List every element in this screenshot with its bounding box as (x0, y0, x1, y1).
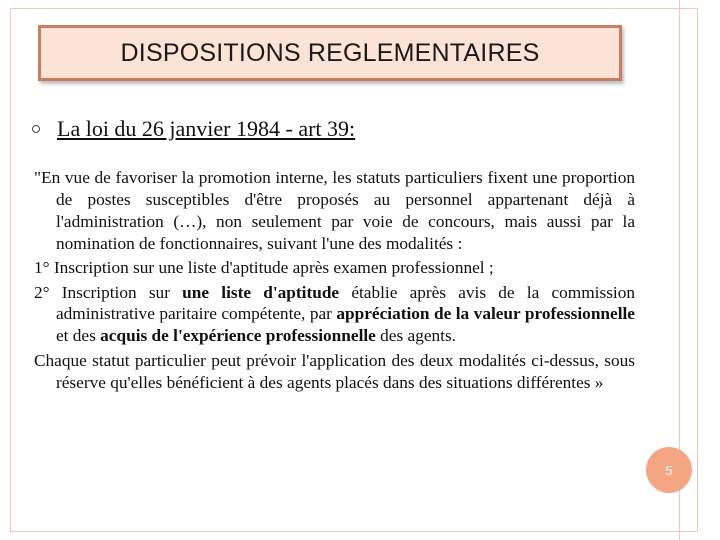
heading-row (32, 116, 355, 142)
page-number-badge (646, 447, 692, 493)
emphasized-text: appréciation de la valeur professionnelle (336, 304, 635, 324)
paragraph-text: 1° Inscription sur une liste d'aptitude après examen professionnel ; (34, 258, 494, 278)
law-paragraph (34, 350, 635, 394)
paragraph-text: des agents. (375, 326, 456, 346)
paragraph-text: et des (56, 326, 101, 346)
law-text-body (34, 167, 635, 396)
paragraph-text: établie après avis de la commission administrative paritaire compétente, par (56, 282, 636, 324)
page-number: 5 (665, 462, 673, 478)
law-paragraph (34, 282, 635, 348)
paragraph-text: "En vue de favoriser la promotion interne, les statuts particuliers fixent une proportion de postes susceptibles d'être proposés au personnel appartenant déjà à l'administration (…), non seulement par voie de concours, mais aussi par la nomination de fonctionnaires, suivant l'une des modalités : (34, 168, 635, 253)
paragraph-text: 2° Inscription sur (34, 282, 183, 302)
slide-title: DISPOSITIONS REGLEMENTAIRES (120, 38, 540, 67)
emphasized-text: une liste d'aptitude (182, 282, 340, 302)
emphasized-text: acquis de l'expérience professionnelle (100, 326, 376, 346)
paragraph-text: Chaque statut particulier peut prévoir l'application des deux modalités ci-dessus, sous réserve qu'elles bénéficient à des agents placés dans des situations différentes » (34, 350, 635, 392)
law-paragraph (34, 257, 635, 279)
bullet-circle-icon (32, 125, 40, 133)
law-paragraph (34, 167, 635, 255)
law-heading: La loi du 26 janvier 1984 - art 39: (57, 116, 356, 141)
title-box (38, 25, 622, 81)
